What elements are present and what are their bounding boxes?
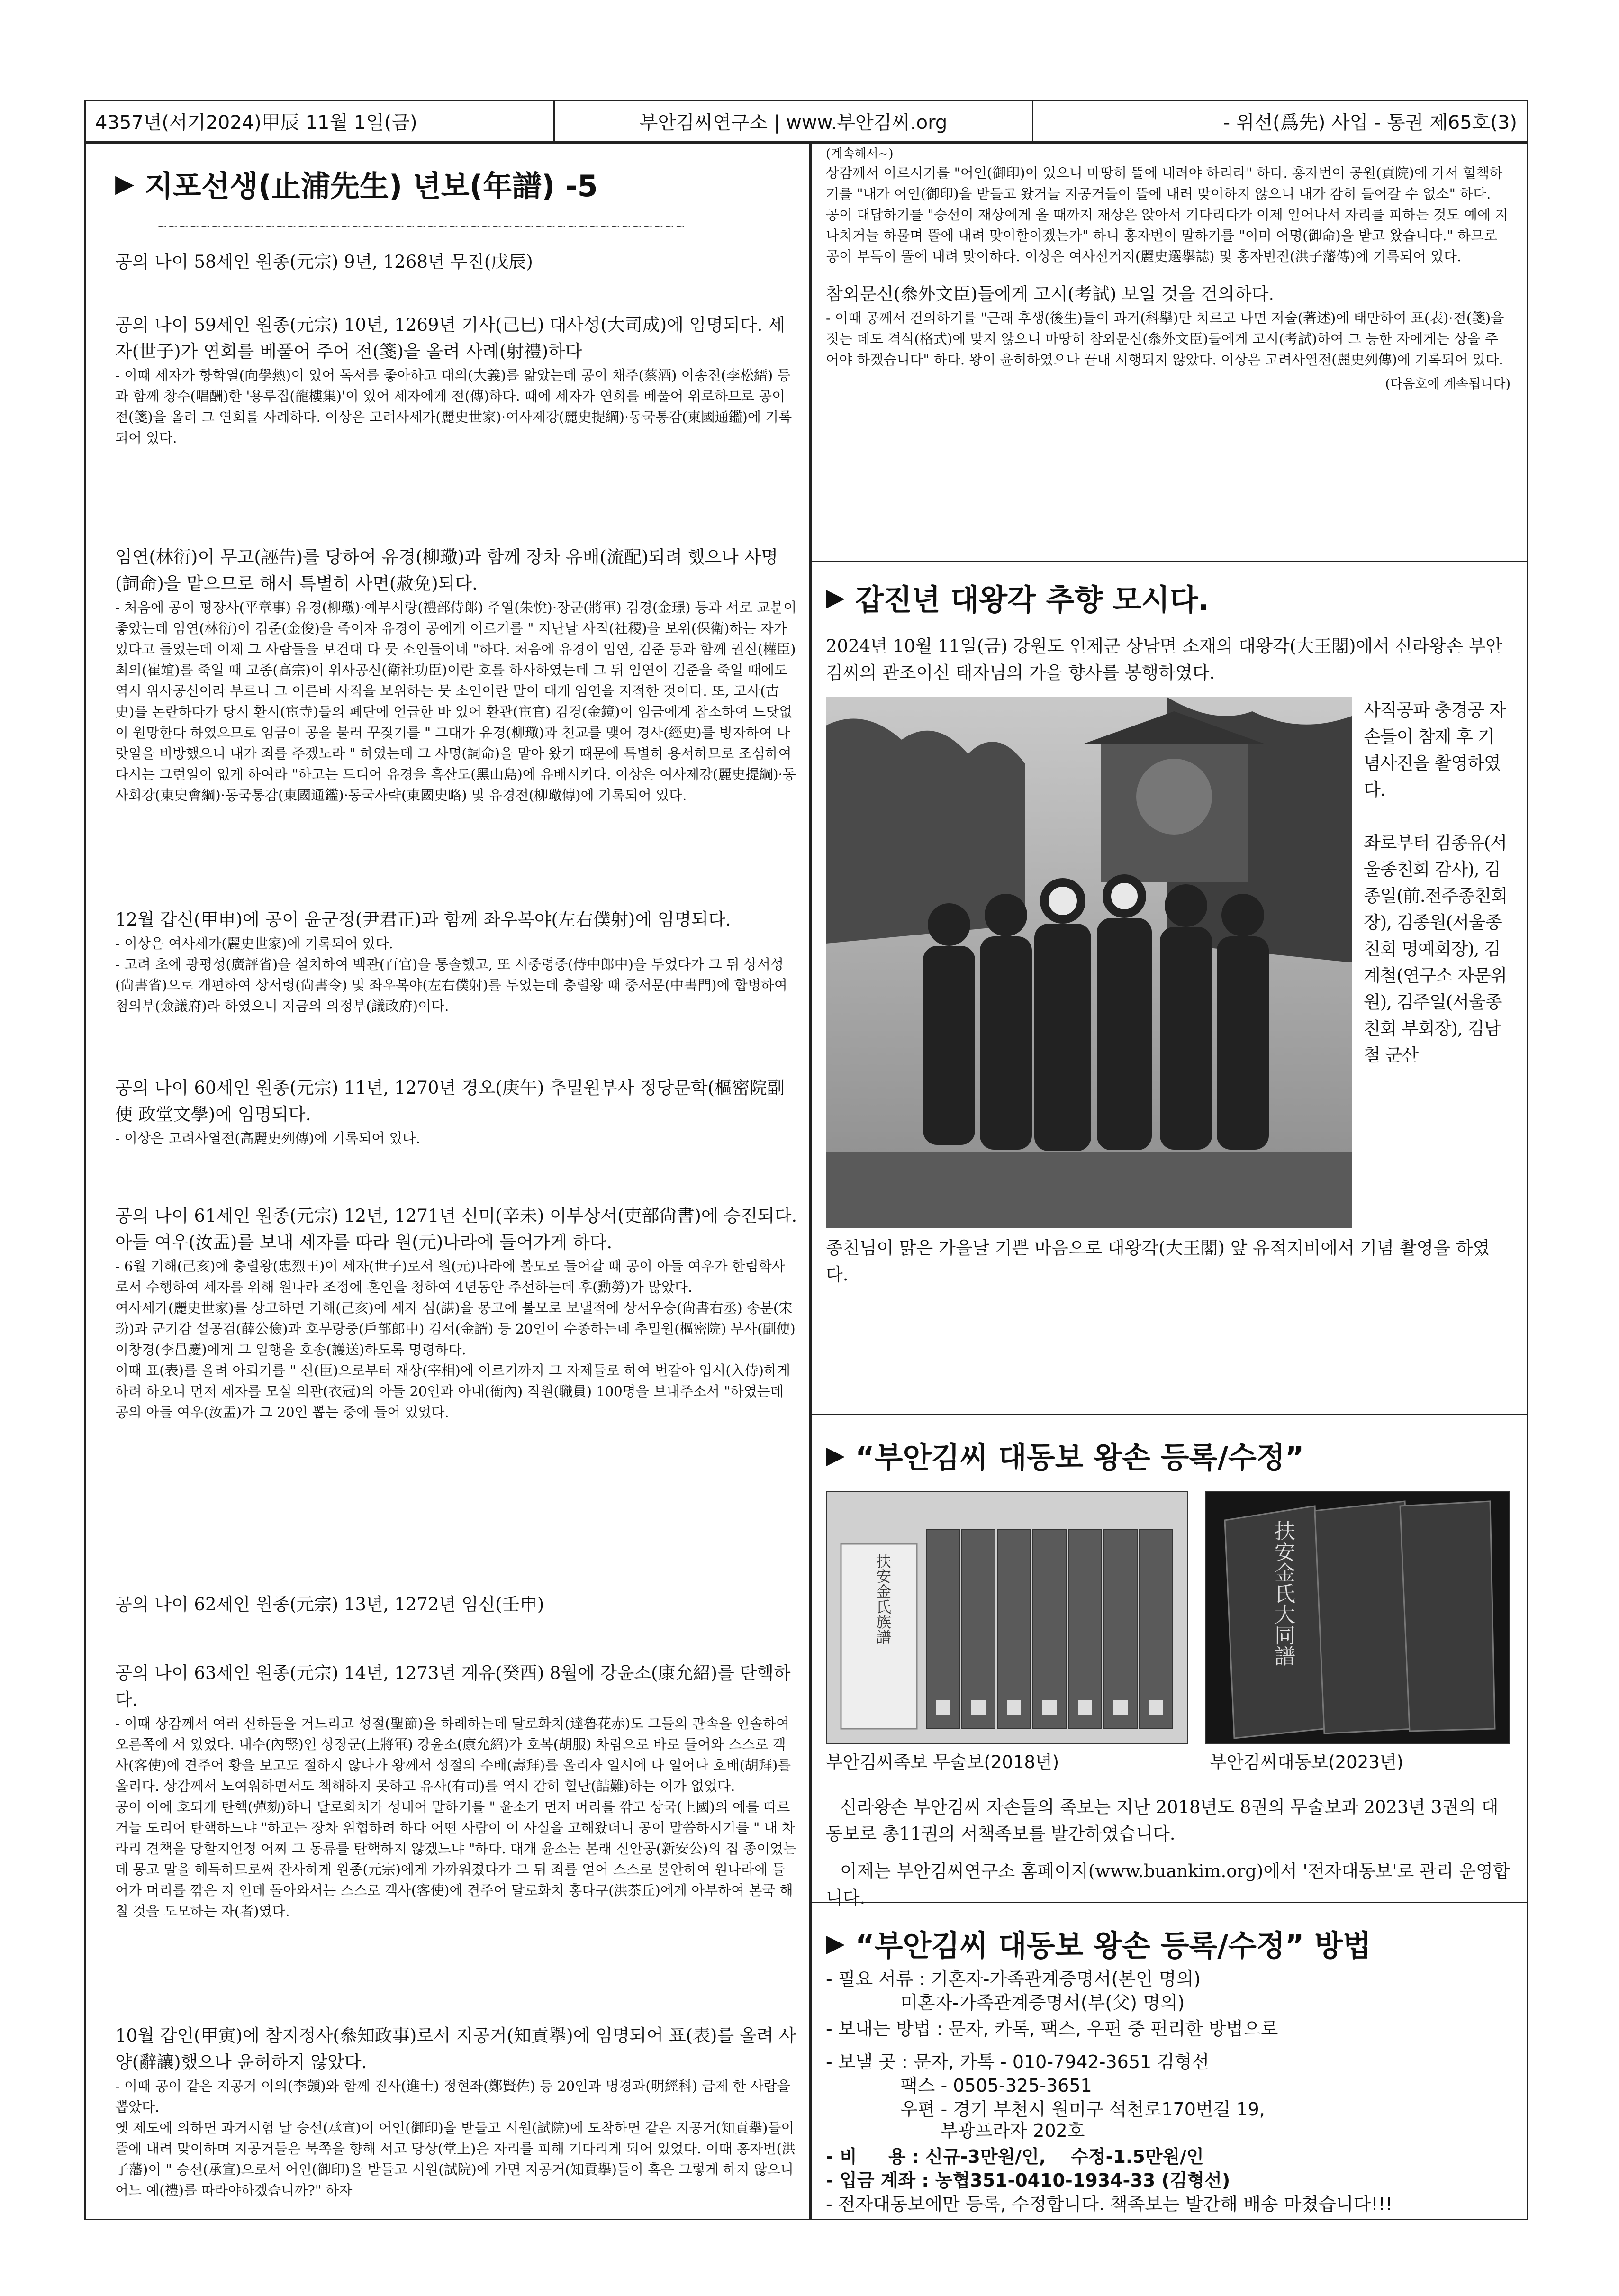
year-entry-1268 [115, 249, 797, 275]
year-entry-1272 [115, 1591, 797, 1618]
issue-number: - 위선(爲先) 사업 - 통권 제65호(3) [1223, 111, 1517, 134]
genealogy-title-text: “부안김씨 대동보 왕손 등록/수정” [855, 1440, 1304, 1475]
continued-text: 상감께서 이르시기를 "어인(御印)이 있으니 마땅히 뜰에 내려야 하리라" 하다. 홍자번이 공원(貢院)에 가서 힐책하기를 "내가 어인(御印)을 받들고 왔거늘 지공거들이 뜰에 내려 맞이하지 않으니 내가 감히 들어갈 수 없소" 하다. 공이 대답하기를 "승선이 재상에게 올 때까지 재상은 앉아서 기다리다가 이제 일어나서 자리를 피하는 것도 예에 지나치거늘 하물며 뜰에 내려 맞이할이겠는가" 하니 홍자번이 말하기를 "이미 어명(御命)을 받고 왔습니다." 하므로 공이 부득이 뜰에 내려 맞이하다. 이상은 여사선거지(麗史選擧誌) 및 홍자번전(洪子藩傳)에 기록되어 있다. [826, 165, 1509, 264]
method-account: - 입금 계좌 : 농협351-0410-1934-33 (김형선) [826, 2170, 1230, 2191]
entry-main: 공의 나이 63세인 원종(元宗) 14년, 1273년 계유(癸酉) 8월에 강윤소(康允紹)를 탄핵하다. [115, 1663, 791, 1710]
rite-intro: 2024년 10월 11일(금) 강원도 인제군 상남면 소재의 대왕각(大王閣)에서 신라왕손 부안김씨의 관조이신 태자님의 가을 향사를 봉행하였다. [826, 636, 1502, 683]
entry-gapsin [115, 907, 797, 1016]
organization-name: 부안김씨연구소 | www.부안김씨.org [555, 101, 1033, 141]
genealogy-paragraph-2: 이제는 부안김씨연구소 홈페이지(www.buankim.org)에서 '전자대동보'로 관리 운영합니다. [826, 1861, 1510, 1908]
entry-main: 10월 갑인(甲寅)에 참지정사(叅知政事)로서 지공거(知貢擧)에 임명되어 표(表)를 올려 사양(辭讓)했으나 윤허하지 않았다. [115, 2025, 796, 2072]
entry-note: - 이상은 여사세가(麗史世家)에 기록되어 있다. - 고려 초에 광평성(廣評省)을 설치하여 백관(百官)을 통솔했고, 또 시중령중(侍中郎中)을 두었다가 그 뒤 상서성(尙書省)으로 개편하여 상서령(尙書令) 및 좌우복야(左右僕射)를 두었는데 충렬왕 때 중서문(中書門)에 합병하여 첨의부(僉議府)라 하였으니 지금의 의정부(議政府)이다. [115, 935, 787, 1014]
book-caption-2023: 부안김씨대동보(2023년) [1210, 1752, 1403, 1772]
book-spine-text-2018: 扶安金氏族譜 [874, 1553, 892, 1644]
entry-note: - 이상은 고려사열전(高麗史列傳)에 기록되어 있다. [115, 1130, 420, 1146]
method-send-way: - 보내는 방법 : 문자, 카톡, 팩스, 우편 중 편리한 방법으로 [826, 2018, 1278, 2039]
triangle-bullet-icon: ▶ [826, 1929, 845, 1958]
issue-date: 4357년(서기2024)甲辰 11월 1일(금) [86, 101, 555, 141]
group-photo-image [826, 697, 1352, 1228]
entry-main: 공의 나이 61세인 원종(元宗) 12년, 1271년 신미(辛未) 이부상서(吏部尙書)에 승진되다. 아들 여우(汝盂)를 보내 세자를 따라 원(元)나라에 들어가게 하다. [115, 1206, 797, 1252]
continued-label: (계속해서~) [826, 147, 894, 161]
method-cost: - 비 용 : 신규-3만원/인, 수정-1.5만원/인 [826, 2146, 1204, 2167]
method-notice: - 전자대동보에만 등록, 수정합니다. 책족보는 발간해 배송 마쳤습니다!!! [826, 2194, 1393, 2214]
chronicle-column [84, 142, 810, 2220]
entry-main: 공의 나이 60세인 원종(元宗) 11년, 1270년 경오(庚午) 추밀원부사 정당문학(樞密院副使 政堂文學)에 임명되다. [115, 1078, 785, 1125]
tilde-divider: ~~~~~~~~~~~~~~~~~~~~~~~~~~~~~~~~~~~~~~~~~~~~~~~~~ [157, 219, 686, 234]
book-set-2023-image [1206, 1492, 1509, 1743]
triangle-bullet-icon: ▶ [826, 583, 845, 612]
photo-bottom-caption: 종친님이 맑은 가을날 기쁜 마음으로 대왕각(大王閣) 앞 유적지비에서 기념 촬영을 하였다. [826, 1238, 1490, 1285]
news-column [810, 142, 1528, 2220]
method-mail-2: 부광프라자 202호 [826, 2120, 1085, 2141]
method-required-docs-2: 미혼자-가족관계증명서(부(父) 명의) [826, 1992, 1185, 2013]
rite-title [826, 576, 1209, 618]
page-header [84, 100, 1528, 142]
year-entry-1271 [115, 1203, 797, 1423]
entry-note: - 이때 공이 같은 지공거 이의(李顗)와 함께 진사(進士) 정현좌(鄭賢佐) 등 20인과 명경과(明經科) 급제 한 사람을 뽑았다. 옛 제도에 의하면 과거시험 날 승선(承宣)이 어인(御印)을 받들고 시원(試院)에 도착하면 같은 지공거(知貢擧)들이 뜰에 내려 맞이하며 지공거들은 북쪽을 향해 서고 당상(堂上)은 자리를 피해 기다리게 되어 있었다. 이때 홍자번(洪子藩)이 " 승선(承宣)으로서 어인(御印)을 받들고 시원(試院)에 가면 지공거(知貢擧)들이 혹은 그렇게 하지 않으니 어느 예(禮)를 따라야하겠습니까?" 하자 [115, 2078, 796, 2198]
entry-rimyeon [115, 544, 797, 806]
genealogy-section [812, 1414, 1527, 1908]
year-entry-1269 [115, 312, 797, 448]
year-entry-1273 [115, 1660, 797, 1922]
rite-section [812, 561, 1527, 1414]
entry-note: - 이때 세자가 향학열(向學熱)이 있어 독서를 좋아하고 대의(大義)를 앎았는데 공이 채주(蔡酒) 이송진(李松縉) 등과 함께 창수(唱酬)한 '용루집(龍樓集)'이 있어 세자에게 전(傳)하다. 때에 세자가 연회를 베풀어 위로하므로 공이 전(箋)을 올려 그 연회를 사례하다. 이상은 고려사세가(麗史世家)·여사제강(麗史提綱)·동국통감(東國通鑑)에 기록되어 있다. [115, 367, 792, 446]
genealogy-paragraph-1: 신라왕손 부안김씨 자손들의 족보는 지난 2018년도 8권의 무술보과 2023년 3권의 대동보로 총11권의 서책족보를 발간하였습니다. [826, 1797, 1499, 1844]
group-photo [826, 697, 1352, 1228]
entry-note: - 6월 기해(己亥)에 충렬왕(忠烈王)이 세자(世子)로서 원(元)나라에 볼모로 들어갈 때 공이 아들 여우가 한림학사로서 수행하여 세자를 위해 원나라 조정에 혼인을 청하여 4년동안 주선하는데 후(勳勞)가 많았다. 여사세가(麗史世家)를 상고하면 기해(己亥)에 세자 심(諶)을 몽고에 볼모로 보낼적에 상서우승(尙書右丞) 송분(宋玢)과 군기감 설공검(薛公儉)과 호부랑중(戶部郎中) 김서(金諝) 등 20인이 수종하는데 추밀원(樞密院) 부사(副使) 이창경(李昌慶)에게 그 일행을 호송(護送)하도록 명령하다. 이때 표(表)를 올려 아뢰기를 " 신(臣)으로부터 재상(宰相)에 이르기까지 그 자제들로 하여 번갈아 입시(入侍)하게 하려 하오니 먼저 세자를 모실 의관(衣冠)의 아들 20인과 아내(衙內) 직원(職員) 100명을 보내주소서 "하였는데 공의 아들 여우(汝盂)가 그 20인 뽑는 중에 들어 있었다. [115, 1258, 796, 1420]
method-mail: 우편 - 경기 부천시 원미구 석천로170번길 19, [826, 2099, 1265, 2120]
continuation-section [812, 144, 1527, 561]
method-required-docs: - 필요 서류 : 기혼자-가족관계증명서(본인 명의) [826, 1969, 1201, 1989]
registration-title [826, 1922, 1371, 1964]
entry-note: - 이때 공께서 건의하기를 "근래 후생(後生)들이 과거(科擧)만 치르고 나면 저술(著述)에 태만하여 표(表)·전(箋)을 짓는 데도 격식(格式)에 맞지 않으니 마땅히 참외문신(叅外文臣)들에게 고시(考試)하여 그 능한 자에게는 상을 주어야 하겠습니다" 하다. 왕이 윤허하였으나 끝내 시행되지 않았다. 이상은 고려사열전(麗史列傳)에 기록되어 있다. [826, 310, 1504, 368]
triangle-bullet-icon: ▶ [826, 1441, 845, 1470]
entry-main: 임연(林衍)이 무고(誣告)를 당하여 유경(柳璥)과 함께 장차 유배(流配)되려 했으나 사명(詞命)을 맡으므로 해서 특별히 사면(赦免)되다. [115, 547, 778, 594]
entry-main: 공의 나이 59세인 원종(元宗) 10년, 1269년 기사(己巳) 대사성(大司成)에 임명되다. 세자(世子)가 연회를 베풀어 주어 전(箋)을 올려 사례(射禮)하다 [115, 315, 785, 362]
book-cover-text-2023: 扶安金氏大同譜 [1271, 1520, 1295, 1666]
registration-section [812, 1902, 1527, 2222]
entry-gapin [115, 2023, 797, 2201]
book-caption-2018: 부안김씨족보 무술보(2018년) [826, 1752, 1059, 1772]
chronicle-title-text: 지포선생(止浦先生) 년보(年譜) -5 [145, 169, 598, 203]
entry-main: 공의 나이 58세인 원종(元宗) 9년, 1268년 무진(戊辰) [115, 252, 533, 272]
photo-side-caption: 사직공파 충경공 자손들이 참제 후 기념사진을 촬영하였다. 좌로부터 김종유(서울종친회 감사), 김종일(前.전주종친회장), 김종원(서울종친회 명예회장), 김계철(연구소 자문위원), 김주일(서울종친회 부회장), 김남철 군산 [1364, 700, 1508, 1065]
year-entry-1270 [115, 1075, 797, 1149]
rite-title-text: 갑진년 대왕각 추향 모시다. [855, 582, 1210, 617]
registration-title-text: “부안김씨 대동보 왕손 등록/수정” 방법 [855, 1928, 1371, 1963]
entry-note: - 처음에 공이 평장사(平章事) 유경(柳璥)·예부시랑(禮部侍郞) 주열(朱悅)·장군(將軍) 김경(金璟) 등과 서로 교분이 좋았는데 임연(林衍)이 김준(金俊)을 죽이자 유경이 공에게 이르기를 " 지난날 사직(社稷)을 보위(保衛)하는 자가 있다고 들었는데 이제 그 사람들을 보건대 다 뭇 소인들이네 "하다. 처음에 유경이 임연, 김준 등과 함께 권신(權臣) 최의(崔竩)를 죽일 때 고종(高宗)이 위사공신(衛社功臣)이란 호를 하사하였는데 그 뒤 임연이 김준을 죽일 때에도 역시 위사공신이라 부르니 그 이른바 사직을 보위하는 뭇 소인이란 말이 대개 임연을 지적한 것이다. 또, 고사(古史)를 논란하다가 당시 환시(宦寺)들의 폐단에 언급한 바 있어 환관(宦官) 김경(金鏡)이 임금에게 참소하여 느닷없이 원망한다 하였으므로 임금이 공을 불러 꾸짖기를 " 그대가 유경(柳璥)과 친교를 맺어 경사(經史)를 빙자하여 나랏일을 비방했으니 내가 죄를 주겠노라 " 하였는데 그 사명(詞命)을 맡아 왔기 때문에 특별히 용서하므로 조심하여 다시는 그런일이 없게 하여라 "하고는 드디어 유경을 흑산도(黑山島)에 유배시키다. 이상은 여사제강(麗史提綱)·동사회강(東史會綱)·동국통감(東國通鑑)·동국사략(東國史略) 및 유경전(柳璥傳)에 기록되어 있다. [115, 599, 797, 803]
genealogy-title [826, 1434, 1304, 1476]
entry-main: 참외문신(叅外文臣)들에게 고시(考試) 보일 것을 건의하다. [826, 284, 1275, 304]
book-photo-2018 [826, 1491, 1188, 1744]
chronicle-title [115, 163, 598, 205]
entry-main: 공의 나이 62세인 원종(元宗) 13년, 1272년 임신(壬申) [115, 1594, 544, 1615]
continued-next-label: (다음호에 계속됩니다) [1385, 377, 1510, 391]
triangle-bullet-icon: ▶ [115, 169, 134, 198]
entry-note: - 이때 상감께서 여러 신하들을 거느리고 성절(聖節)을 하례하는데 달로화치(達魯花赤)도 그들의 관속을 인솔하여 오른쪽에 서 있었다. 내수(內竪)인 상장군(上將軍) 강윤소(康允紹)가 호복(胡服) 차림으로 바로 들어와 스스로 객사(客使)에 견주어 황을 보고도 절하지 않다가 왕께서 성절의 수배(壽拜)를 올리자 일시에 다 일어나 호배(胡拜)를 올리다. 상감께서 노여워하면서도 책해하지 못하고 유사(有司)를 역시 감히 힐난(詰難)하는 이가 없었다. 공이 이에 호되게 탄핵(彈劾)하니 달로화치가 성내어 말하기를 " 윤소가 먼저 머리를 깎고 상국(上國)의 예를 따르거늘 도리어 탄핵하느냐 "하고는 장차 위협하려 하다 어떤 사람이 이 사실을 고해왔더니 공이 말씀하시기를 " 내 차라리 견책을 당할지언정 어찌 그 동류를 탄핵하지 않겠느냐 "하다. 대개 윤소는 본래 신안공(新安公)의 집 종이었는데 몽고 말을 해득하므로써 잔사하게 원종(元宗)에게 가까워졌다가 그 뒤 죄를 얻어 스스로 불안하여 원나라에 들어가 머리를 깎은 지 인데 돌아와서는 스스로 객사(客使)에 견주어 달로화치 홍다구(洪茶丘)에게 아부하여 본국 해칠 것을 도모하는 자(者)였다. [115, 1715, 796, 1919]
method-fax: 팩스 - 0505-325-3651 [826, 2075, 1092, 2096]
method-send-to: - 보낼 곳 : 문자, 카톡 - 010-7942-3651 김형선 [826, 2051, 1210, 2072]
book-photo-2023 [1205, 1491, 1510, 1744]
entry-main: 12월 갑신(甲申)에 공이 윤군정(尹君正)과 함께 좌우복야(左右僕射)에 임명되다. [115, 909, 731, 930]
